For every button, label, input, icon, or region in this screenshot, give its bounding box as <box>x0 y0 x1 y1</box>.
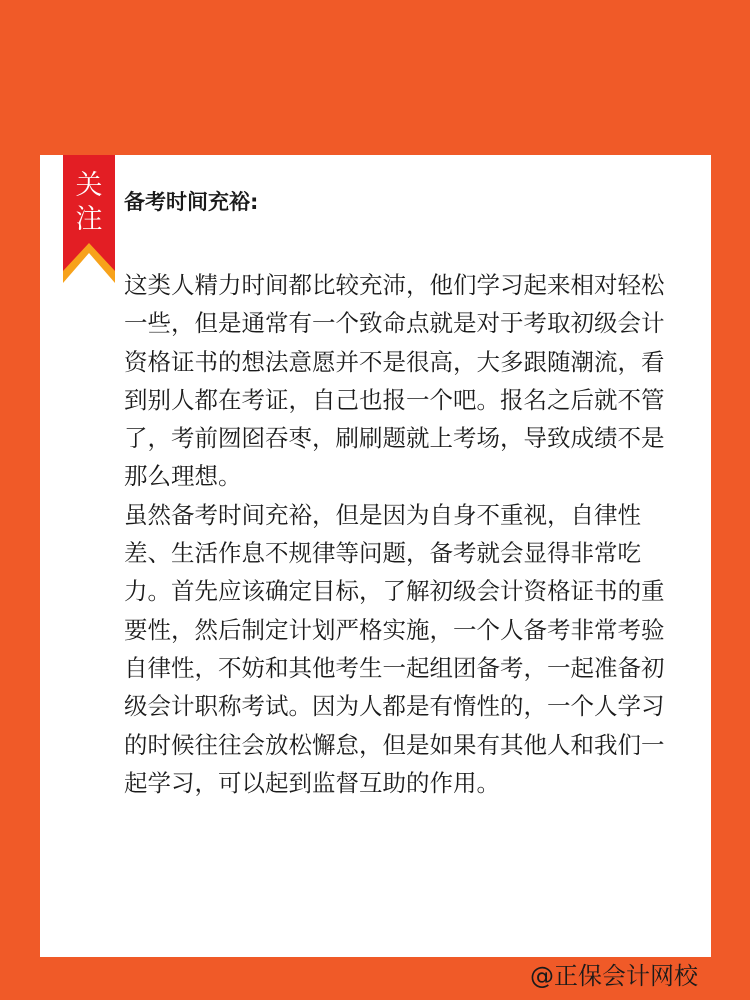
section-heading: 备考时间充裕: <box>124 190 259 214</box>
brand-watermark: @正保会计网校 <box>530 962 698 990</box>
ribbon-label <box>63 169 115 237</box>
ribbon-label-char-2: 注 <box>75 204 103 235</box>
paragraph-2: 虽然备考时间充裕，但是因为自身不重视，自律性差、生活作息不规律等问题，备考就会显得非常吃力。首先应该确定目标，了解初级会计资格证书的重要性，然后制定计划严格实施，一个人备考非常考验自律性，不妨和其他考生一起组团备考，一起准备初级会计职称考试。因为人都是有惰性的，一个人学习的时候往往会放松懈怠，但是如果有其他人和我们一起学习，可以起到监督互助的作用。 <box>124 500 665 797</box>
follow-ribbon <box>63 155 115 283</box>
ribbon-label-char-1: 关 <box>75 170 103 201</box>
paragraph-1: 这类人精力时间都比较充沛，他们学习起来相对轻松一些，但是通常有一个致命点就是对于考取初级会计资格证书的想法意愿并不是很高，大多跟随潮流，看到别人都在考证，自己也报一个吧。报名之后就不管了，考前囫囵吞枣，刷刷题就上考场，导致成绩不是那么理想。 <box>124 271 665 491</box>
article-body <box>124 266 672 802</box>
